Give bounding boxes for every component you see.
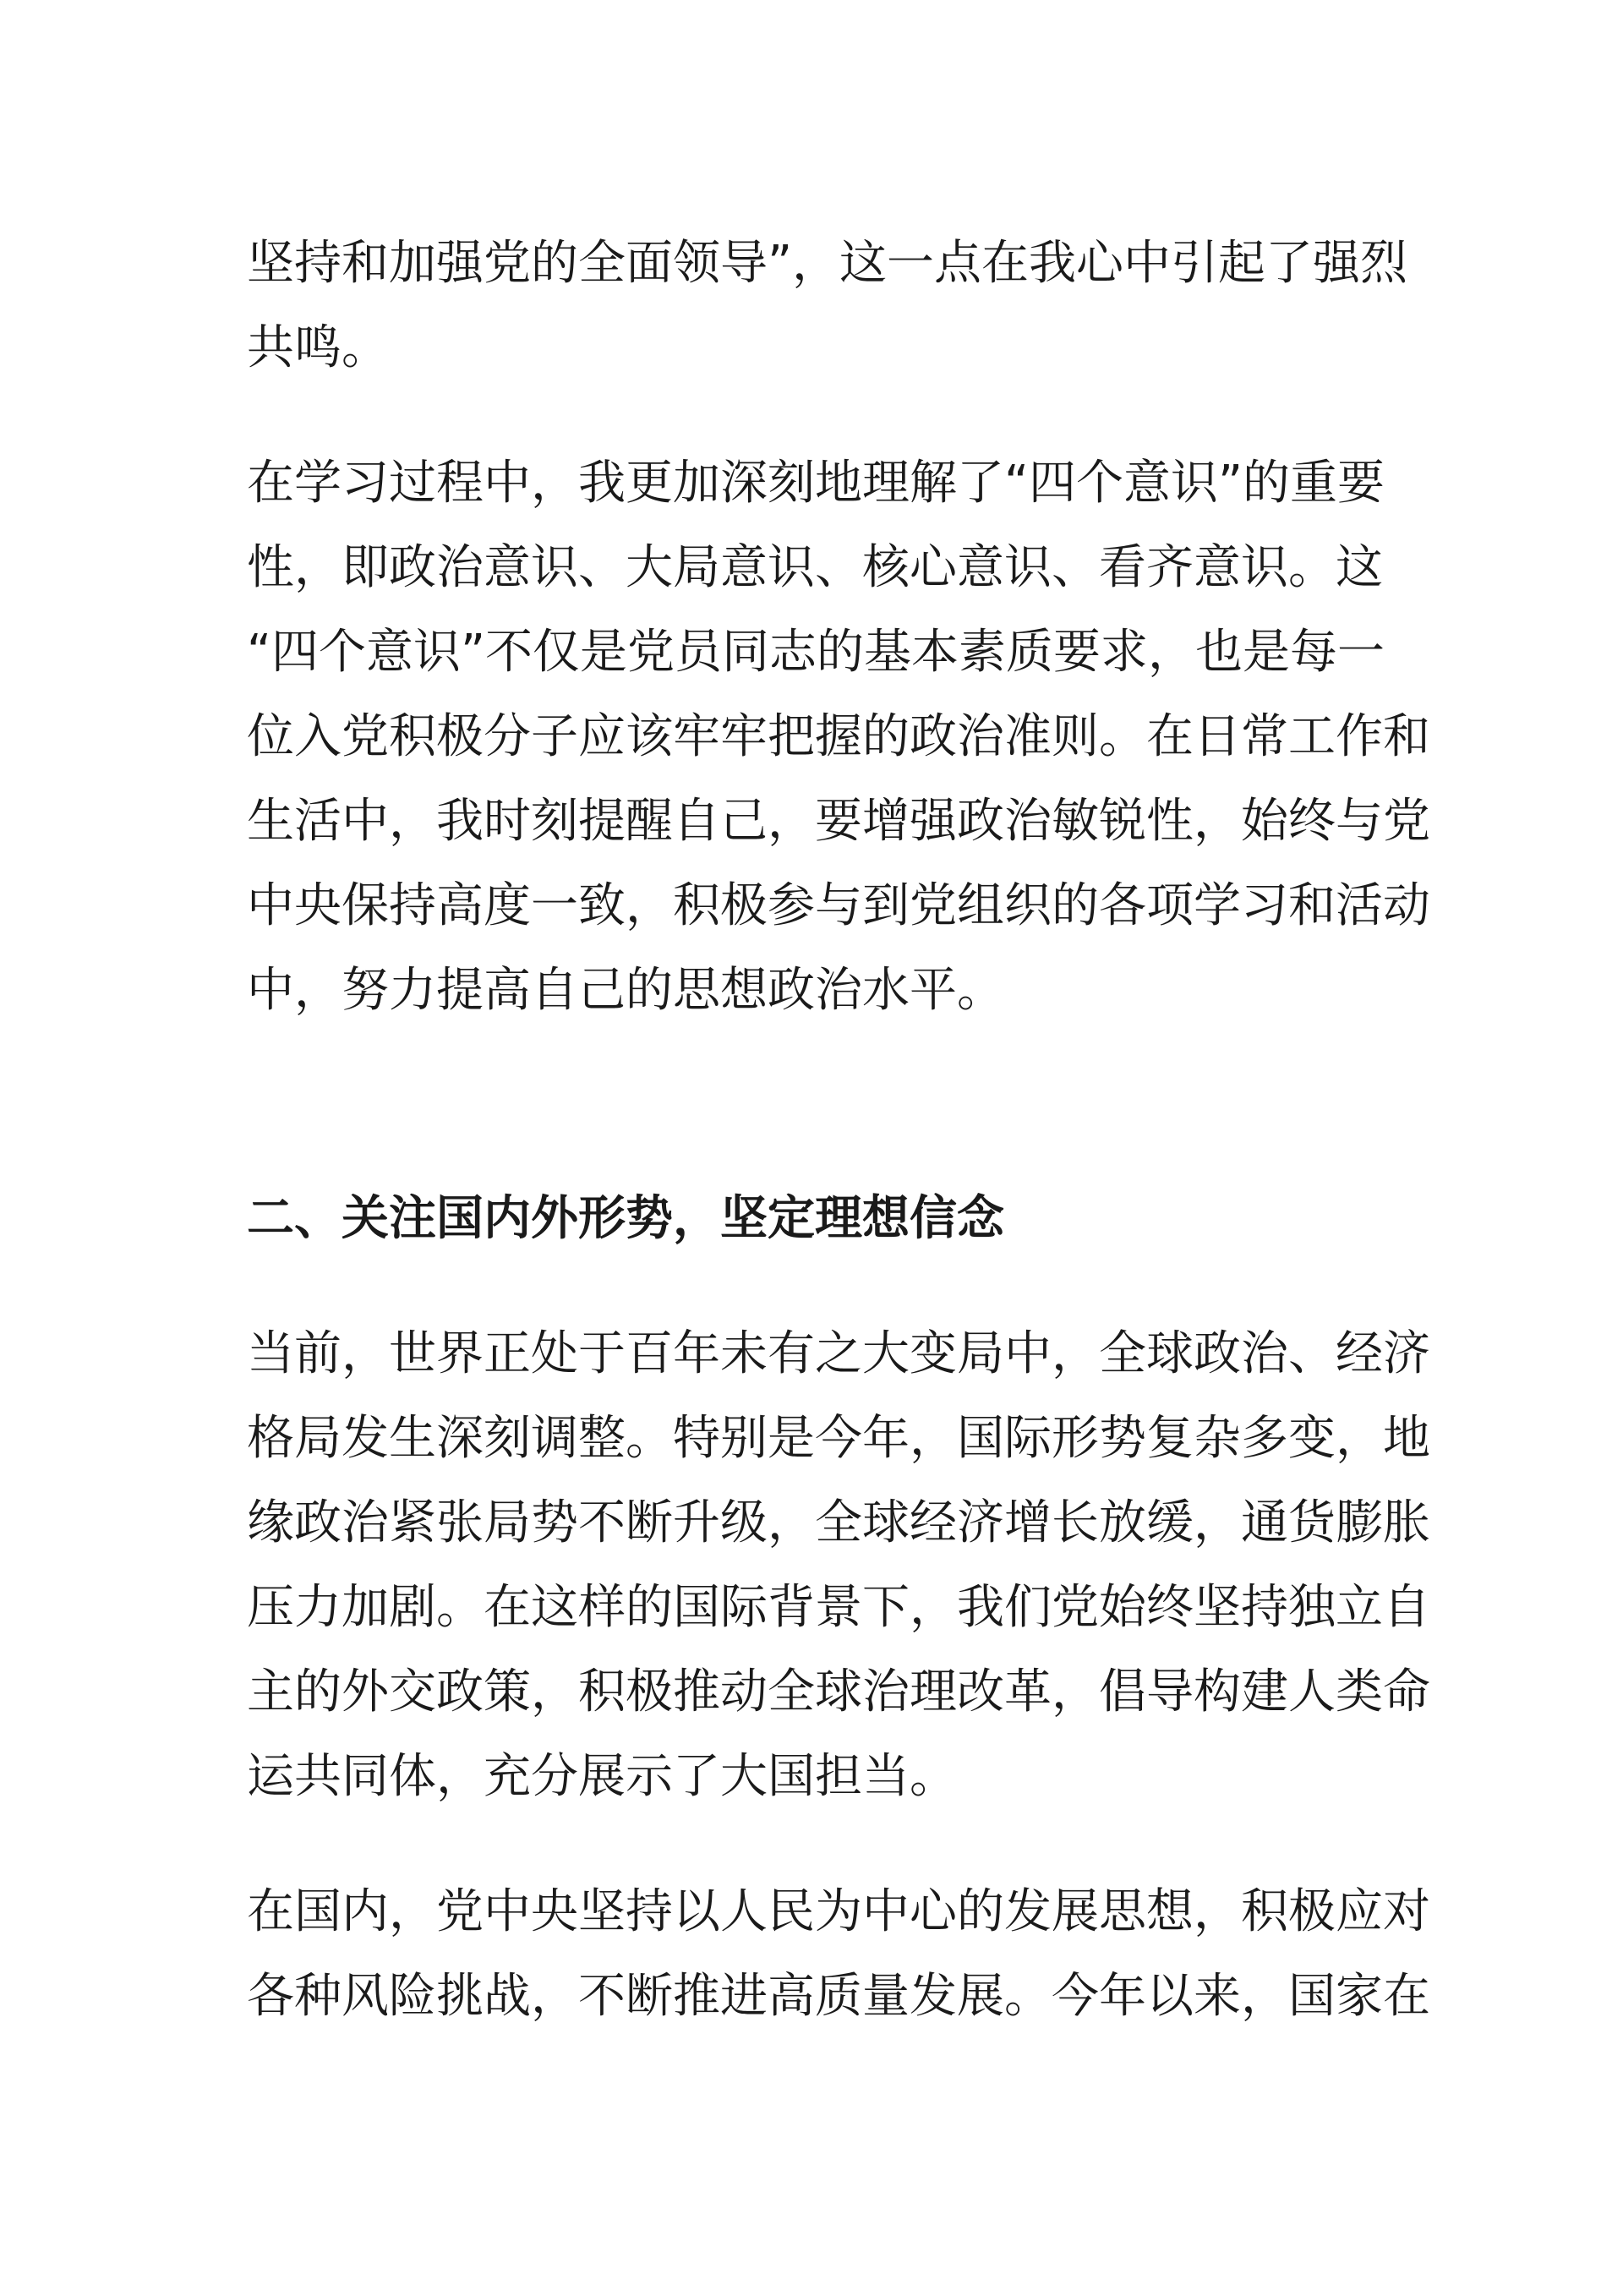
text-line: 中，努力提高自己的思想政治水平。 — [247, 963, 1004, 1018]
document-body — [247, 221, 1430, 2039]
text-line: 各种风险挑战，不断推进高质量发展。今年以来，国家在 — [247, 1969, 1430, 2024]
text-line: 缘政治紧张局势不断升级，全球经济增长放缓，通货膨胀 — [247, 1495, 1430, 1550]
text-line: 运共同体，充分展示了大国担当。 — [247, 1749, 957, 1804]
text-line: 在学习过程中，我更加深刻地理解了“四个意识”的重要 — [247, 456, 1385, 511]
text-line: 坚持和加强党的全面领导”，这一点在我心中引起了强烈 — [247, 236, 1408, 291]
paragraph — [247, 1870, 1430, 2039]
paragraph — [247, 1312, 1430, 1819]
text-line: 性，即政治意识、大局意识、核心意识、看齐意识。这 — [247, 540, 1383, 595]
text-line: 共鸣。 — [247, 320, 389, 375]
text-line: 位入党积极分子应该牢牢把握的政治准则。在日常工作和 — [247, 709, 1430, 764]
text-line: 中央保持高度一致，积极参与到党组织的各项学习和活动 — [247, 878, 1430, 933]
text-line: “四个意识”不仅是党员同志的基本素质要求，也是每一 — [247, 625, 1385, 680]
text-line: 压力加剧。在这样的国际背景下，我们党始终坚持独立自 — [247, 1580, 1430, 1635]
text-line: 主的外交政策，积极推动全球治理改革，倡导构建人类命 — [247, 1665, 1430, 1719]
text-line: 生活中，我时刻提醒自己，要增强政治敏锐性，始终与党 — [247, 794, 1430, 849]
paragraph — [247, 221, 1408, 391]
text-line: 格局发生深刻调整。特别是今年，国际形势复杂多变，地 — [247, 1411, 1430, 1466]
section-heading-text: 二、关注国内外形势，坚定理想信念 — [247, 1191, 1004, 1246]
text-line: 在国内，党中央坚持以人民为中心的发展思想，积极应对 — [247, 1884, 1430, 1939]
paragraph — [247, 441, 1430, 1033]
section-heading — [247, 1177, 1363, 1261]
text-line: 当前，世界正处于百年未有之大变局中，全球政治、经济 — [247, 1326, 1430, 1381]
